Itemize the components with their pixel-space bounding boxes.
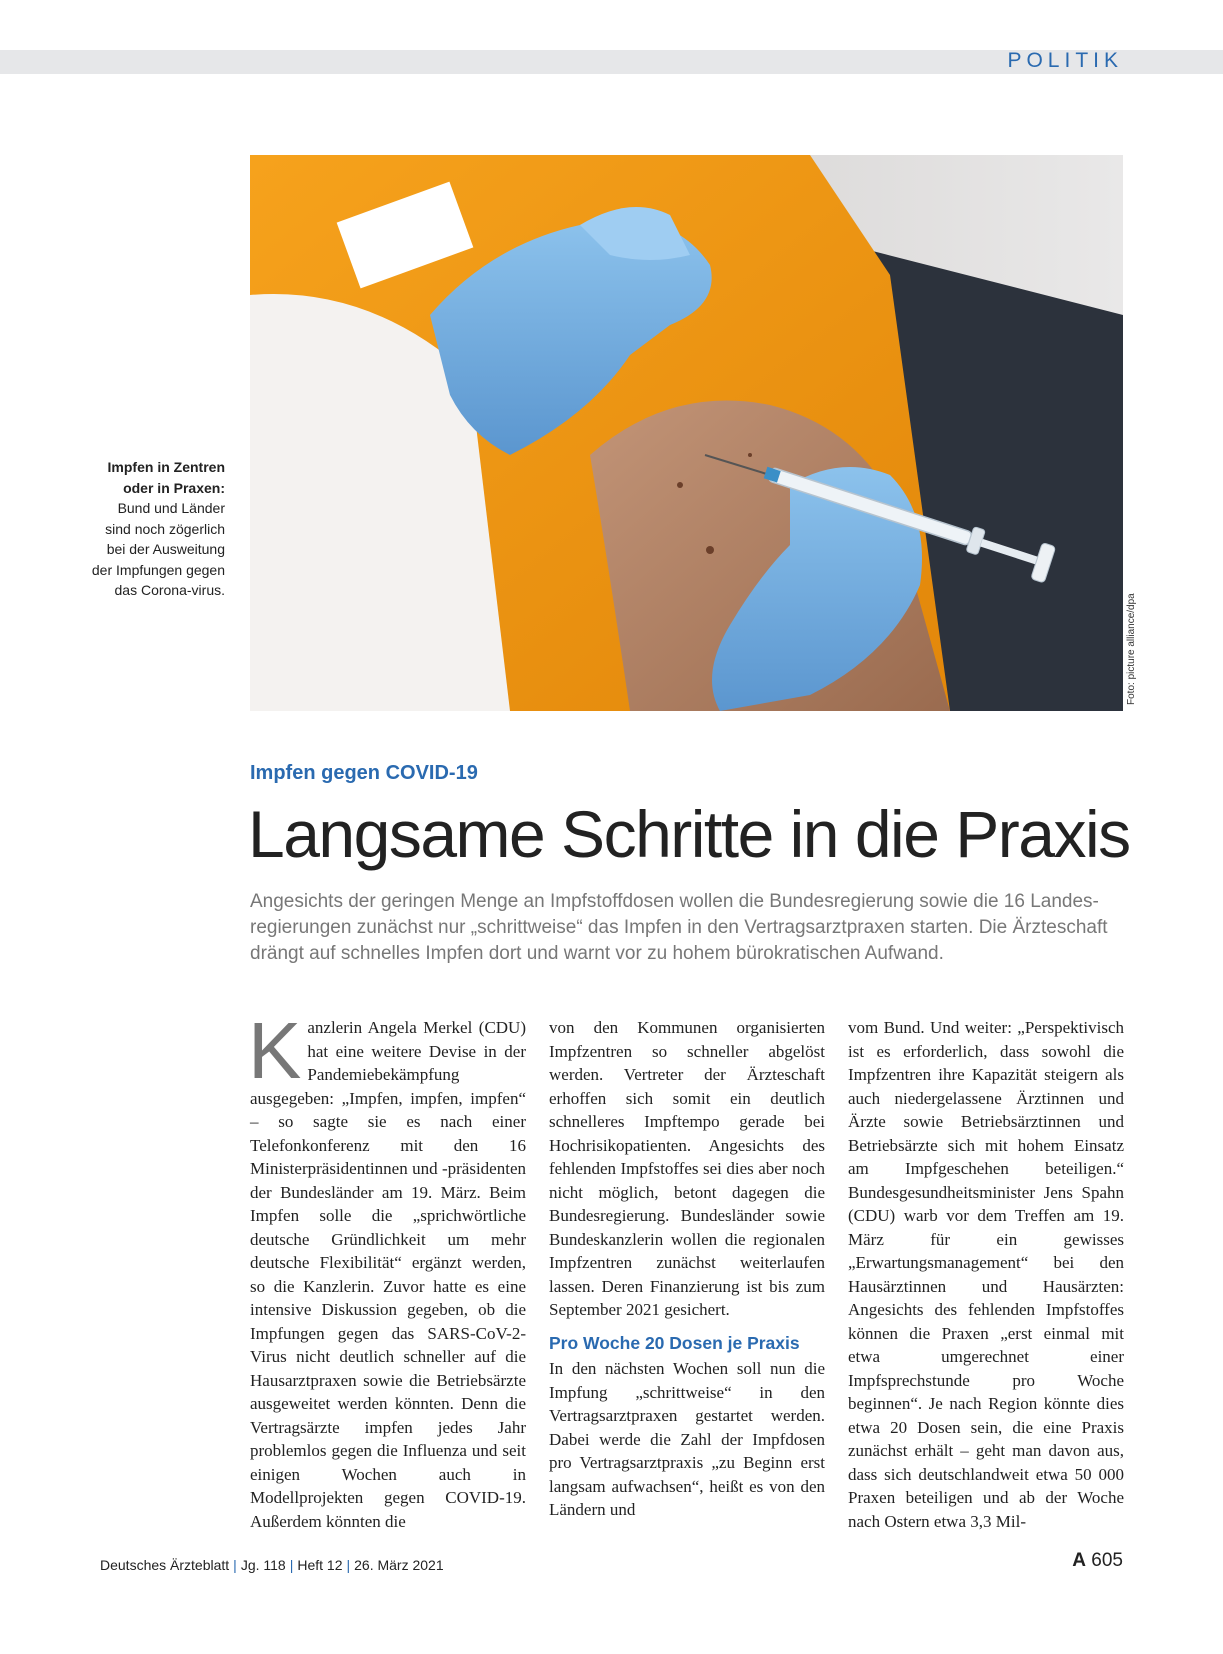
column-2-text: von den Kommunen organisierten Impfzentren so schneller abgelöst werden. Vertreter der Ärzteschaft erhoffen sich somit ein deutlich schnelleres Impftempo gerade bei Hochrisikopatienten. Angesichts des fehlenden Impfstoffes sei dies aber noch nicht möglich, betont dagegen die Bundesregierung. Bundesländer sowie Bundeskanzlerin wollen die regionalen Impfzentren zunächst weiterlaufen lassen. Deren Finanzierung ist bis zum September 2021 gesichert. [549,1018,825,1319]
photo-caption [90,457,225,601]
footer-volume: Jg. 118 [240,1557,286,1573]
caption-title: Impfen in Zentren oder in Praxen: [107,459,225,496]
page-footer [100,1557,444,1573]
article-headline: Langsame Schritte in die Praxis [248,797,1130,871]
drop-cap: K [248,1006,302,1095]
page-letter: A [1072,1550,1087,1571]
article-kicker: Impfen gegen COVID-19 [250,762,478,784]
column-2-text-continued: In den nächsten Wochen soll nun die Impfung „schrittweise“ in den Vertragsarztpraxen gestartet werden. Dabei werde die Zahl der Impfdosen pro Vertragsarztpraxis „zu Beginn erst langsam aufwachsen“, heißt es von den Ländern und [549,1359,825,1519]
caption-text: Bund und Länder sind noch zögerlich bei der Ausweitung der Impfungen gegen das Corona-virus. [91,500,225,598]
footer-separator: | [346,1557,351,1573]
footer-date: 26. März 2021 [354,1557,444,1573]
article-column-1 [248,1006,526,1533]
article-photo [250,155,1123,711]
article-subheading: Pro Woche 20 Dosen je Praxis [549,1332,800,1353]
photo-credit: Foto: picture alliance/dpa [1126,593,1137,705]
footer-journal: Deutsches Ärzteblatt [100,1557,230,1573]
article-lead: Angesichts der geringen Menge an Impfstoffdosen wollen die Bundesregierung sowie die 16 Landes-regierungen zunächst nur „schrittweise“ das Impfen in den Vertragsarztpraxen starten. Die Ärzteschaft drängt auf schnelles Impfen dort und warnt vor zu hohem bürokratischen Aufwand. [250,891,1108,964]
footer-issue: Heft 12 [297,1557,343,1573]
column-3-text: vom Bund. Und weiter: „Perspektivisch ist es erforderlich, dass sowohl die Impfzentren ihre Kapazität steigern als auch niedergelassene Ärztinnen und Ärzte sowie Betriebsärztinnen und Betriebsärzte sich mit hohem Einsatz am Impfgeschehen beteiligen.“ Bundesgesundheitsminister Jens Spahn (CDU) warb vor dem Treffen am 19. März für ein gewisses „Erwartungsmanagement“ bei den Hausärztinnen und Hausärzten: Angesichts des fehlenden Impfstoffes können die Praxen „erst einmal mit etwa umgerechnet einer Impfsprechstunde pro Woche beginnen“. Je nach Region könnte dies etwa 20 Dosen sein, die eine Praxis zunächst erhält – geht man davon aus, dass sich deutschlandweit etwa 50 000 Praxen beteiligen und ab der Woche nach Ostern etwa 3,3 Mil- [848,1018,1124,1531]
page-number [1072,1550,1123,1572]
article-column-3 [848,1016,1124,1533]
column-1-text: anzlerin Angela Merkel (CDU) hat eine weitere Devise in der Pandemiebekämpfung ausgegeben: „Impfen, impfen, impfen“ – so sagte sie es nach einer Telefonkonferenz mit den 16 Ministerpräsidentinnen und -präsidenten der Bundesländer am 19. März. Beim Impfen solle die „sprichwörtliche deutsche Gründlichkeit um mehr deutsche Flexibilität“ ergänzt werden, so die Kanzlerin. Zuvor hatte es eine intensive Diskussion gegeben, ob die Impfungen gegen das SARS-CoV-2-Virus nicht deutlich schneller auf die Hausarztpraxen sowie die Betriebsärzte ausgeweitet werden könnten. Denn die Vertragsärzte impfen jedes Jahr problemlos gegen die Influenza und seit einigen Wochen auch in Modellprojekten gegen COVID-19. Außerdem könnten die [250,1018,526,1531]
section-label: POLITIK [1007,49,1123,72]
article-column-2 [549,1016,825,1522]
page-number-value: 605 [1091,1550,1123,1571]
footer-separator: | [289,1557,294,1573]
footer-separator: | [233,1557,237,1573]
